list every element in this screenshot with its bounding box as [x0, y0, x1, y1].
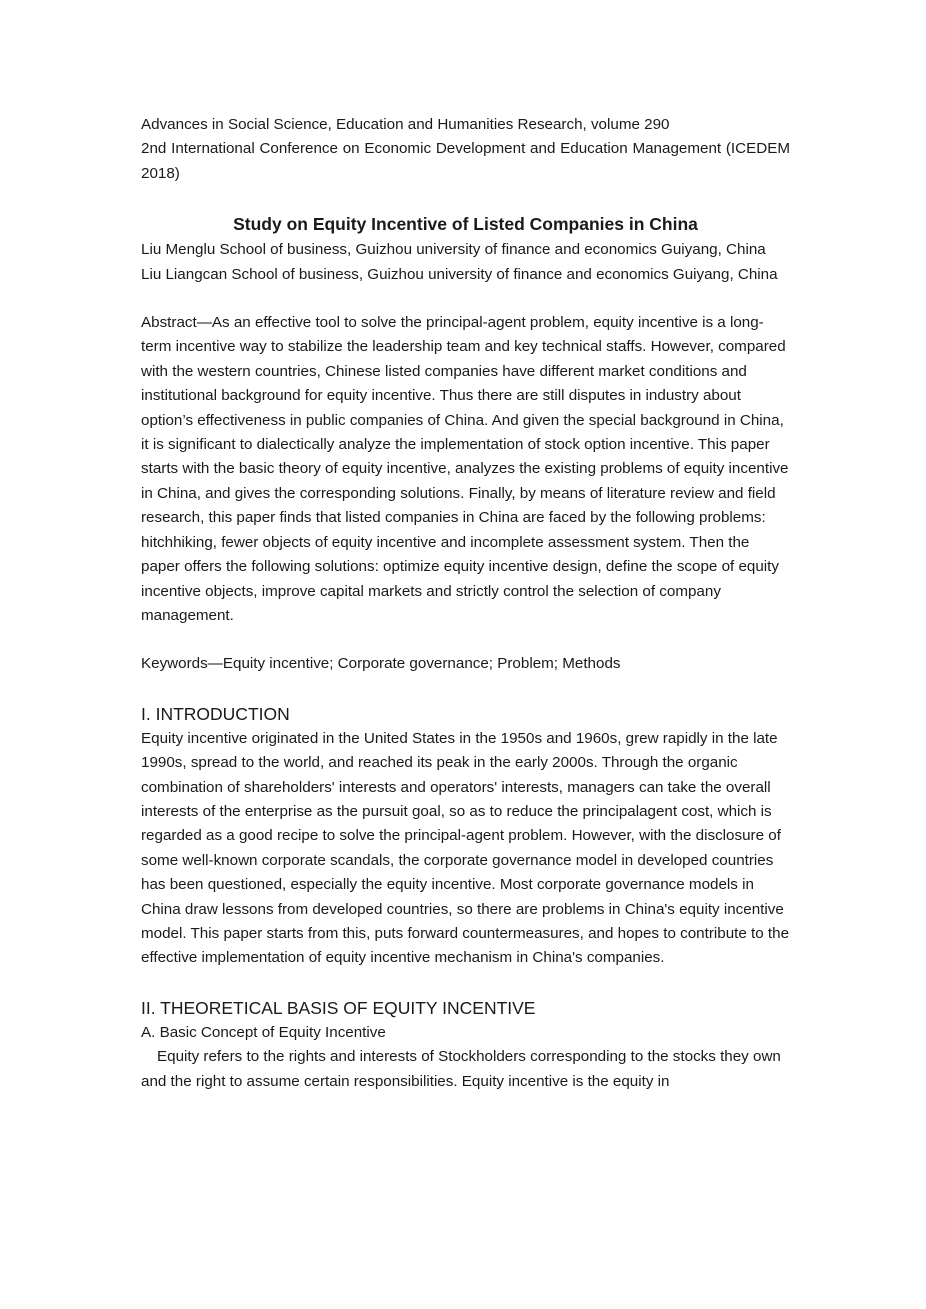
author-affiliation: Liu Menglu School of business, Guizhou university of finance and economics Guiyang, China — [141, 241, 766, 259]
section-body: Equity incentive originated in the United States in the 1950s and 1960s, grew rapidly in the late 1990s, spread to the world, and reached its peak in the early 2000s. Through the organic combination of shareholders' interests and operators' interests, managers can take the overall interests of the enterprise as the pursuit goal, so as to reduce the principalagent cost, which is regarded as a good recipe to solve the principal-agent problem. However, with the disclosure of some well-known corporate scandals, the corporate governance model in developed countries has been questioned, especially the equity incentive. Most corporate governance models in China draw lessons from developed countries, so there are problems in China's equity incentive model. This paper starts from this, puts forward countermeasures, and hopes to contribute to the effective implementation of equity incentive mechanism in China's companies. — [141, 729, 790, 967]
author-list — [141, 238, 790, 287]
author-affiliation: Liu Liangcan School of business, Guizhou university of finance and economics Guiyang, China — [141, 265, 778, 283]
section-heading: I. INTRODUCTION — [141, 703, 290, 724]
section-body: Equity refers to the rights and interests of Stockholders corresponding to the stocks they own and the right to assume certain responsibilities. Equity incentive is the equity in — [141, 1048, 781, 1090]
proceedings-line: Advances in Social Science, Education and Humanities Research, volume 290 — [141, 116, 670, 133]
section-introduction — [141, 701, 790, 971]
paper-page — [141, 113, 790, 1094]
conference-line: 2nd International Conference on Economic Development and Education Management (ICEDEM 2018) — [141, 140, 790, 182]
keywords: Keywords—Equity incentive; Corporate governance; Problem; Methods — [141, 655, 621, 673]
section-heading: II. THEORETICAL BASIS OF EQUITY INCENTIVE — [141, 997, 536, 1018]
paper-title: Study on Equity Incentive of Listed Companies in China — [233, 214, 698, 235]
section-theoretical-basis — [141, 995, 790, 1094]
abstract: Abstract—As an effective tool to solve the principal-agent problem, equity incentive is a long-term incentive way to stabilize the leadership team and key technical staffs. However, compared with the western countries, Chinese listed companies have different market conditions and institutional background for equity incentive. Thus there are still disputes in industry about option’s effectiveness in public companies of China. And given the special background in China, it is significant to dialectically analyze the implementation of stock option incentive. This paper starts with the basic theory of equity incentive, analyzes the existing problems of equity incentive in China, and gives the corresponding solutions. Finally, by means of literature review and field research, this paper finds that listed companies in China are faced by the following problems: hitchhiking, fewer objects of equity incentive and incomplete assessment system. Then the paper offers the following solutions: optimize equity incentive design, define the scope of equity incentive objects, improve capital markets and strictly control the selection of company management. — [141, 314, 789, 624]
subsection-heading: A. Basic Concept of Equity Incentive — [141, 1023, 386, 1041]
conference-header — [141, 113, 790, 186]
